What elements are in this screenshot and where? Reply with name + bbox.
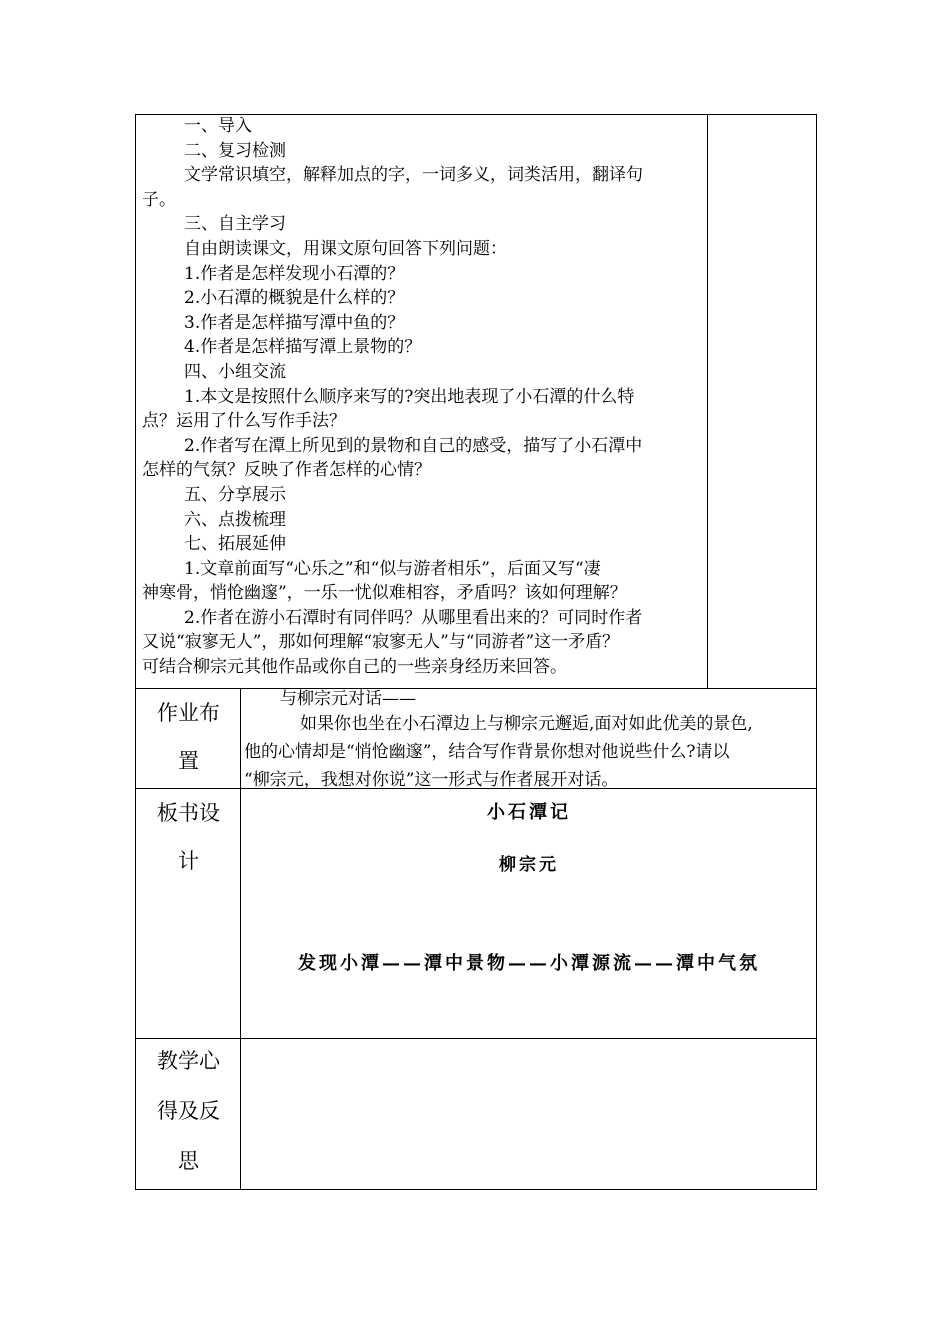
step-heading: 六、点拨梳理 <box>184 509 286 530</box>
question: 可结合柳宗元其他作品或你自己的一些亲身经历来回答。 <box>142 657 567 678</box>
board-design-label: 计 <box>178 849 199 873</box>
reflection-label: 教学心 <box>157 1049 220 1073</box>
step-heading: 二、复习检测 <box>184 140 286 161</box>
question: 4.作者是怎样描写潭上景物的？ <box>184 337 422 358</box>
homework-text: 他的心情却是“悄怆幽邃”，结合写作背景你想对他说些什么?请以 <box>244 742 730 762</box>
question: 2.作者写在潭上所见到的景物和自己的感受，描写了小石潭中 <box>184 435 643 456</box>
homework-title: 与柳宗元对话—— <box>280 689 416 709</box>
homework-label: 作业布 <box>157 701 220 725</box>
question: 1.作者是怎样发现小石潭的？ <box>184 263 405 284</box>
step-heading: 七、拓展延伸 <box>184 534 286 555</box>
board-flow: 发现小潭——潭中景物——小潭源流——潭中气氛 <box>298 953 760 974</box>
step-heading: 四、小组交流 <box>184 361 286 382</box>
question: 点？运用了什么写作手法？ <box>142 411 346 432</box>
homework-text: “柳宗元，我想对你说”这一形式与作者展开对话。 <box>244 770 619 790</box>
homework-content <box>244 688 818 794</box>
divider-top-right-column <box>707 114 708 689</box>
board-title: 小石潭记 <box>487 802 571 823</box>
homework-text: 如果你也坐在小石潭边上与柳宗元邂逅,面对如此优美的景色, <box>300 714 753 734</box>
board-author: 柳宗元 <box>499 855 559 875</box>
question: 1.本文是按照什么顺序来写的?突出地表现了小石潭的什么特 <box>184 386 635 407</box>
reflection-label: 思 <box>178 1149 199 1173</box>
step-text: 文学常识填空，解释加点的字，一词多义，词类活用，翻译句 <box>184 165 643 186</box>
question: 2.作者在游小石潭时有同伴吗？从哪里看出来的？可同时作者 <box>184 607 643 628</box>
reflection-label: 得及反 <box>157 1099 220 1123</box>
question: 怎样的气氛？反映了作者怎样的心情？ <box>142 460 431 481</box>
homework-label: 置 <box>178 749 199 773</box>
teaching-process <box>142 114 706 680</box>
step-heading: 三、自主学习 <box>184 214 286 235</box>
step-text: 自由朗读课文，用课文原句回答下列问题： <box>184 238 507 259</box>
question: 3.作者是怎样描写潭中鱼的？ <box>184 312 405 333</box>
question: 1.文章前面写“心乐之”和“似与游者相乐”，后面又写“凄 <box>184 558 601 579</box>
step-text: 子。 <box>142 189 176 210</box>
step-heading: 一、导入 <box>184 116 252 136</box>
board-design-label: 板书设 <box>157 801 220 825</box>
question: 神寒骨，悄怆幽邃”，一乐一忧似难相容，矛盾吗？该如何理解？ <box>142 583 627 604</box>
question: 又说“寂寥无人”，那如何理解“寂寥无人”与“同游者”这一矛盾？ <box>142 632 620 653</box>
question: 2.小石潭的概貌是什么样的？ <box>184 288 405 309</box>
step-heading: 五、分享展示 <box>184 484 286 505</box>
